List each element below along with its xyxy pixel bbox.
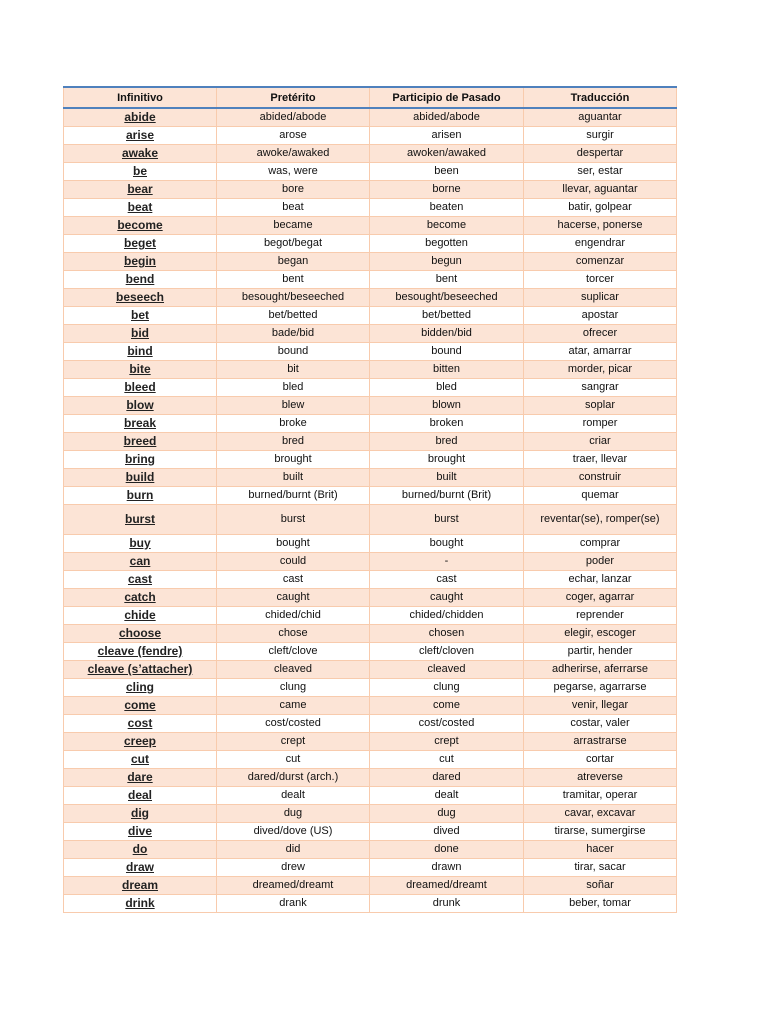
cell-participio: bent [370, 271, 524, 289]
cell-preterito: chose [217, 625, 370, 643]
cell-preterito: drank [217, 895, 370, 913]
cell-infinitivo [64, 589, 217, 607]
table-row [64, 325, 677, 343]
cell-traduccion: hacer [524, 841, 677, 859]
cell-traduccion: pegarse, agarrarse [524, 679, 677, 697]
cell-preterito: awoke/awaked [217, 145, 370, 163]
verb-link[interactable]: cleave (fendre) [97, 644, 183, 658]
cell-infinitivo [64, 397, 217, 415]
table-row [64, 589, 677, 607]
cell-participio: bought [370, 535, 524, 553]
cell-infinitivo [64, 379, 217, 397]
cell-infinitivo [64, 535, 217, 553]
verb-link[interactable]: bid [131, 326, 149, 340]
verb-link[interactable]: begin [124, 254, 156, 268]
cell-infinitivo [64, 199, 217, 217]
cell-infinitivo [64, 505, 217, 535]
cell-infinitivo [64, 895, 217, 913]
table-row [64, 433, 677, 451]
table-row [64, 823, 677, 841]
cell-preterito: besought/beseeched [217, 289, 370, 307]
cell-preterito: dealt [217, 787, 370, 805]
table-row [64, 181, 677, 199]
cell-traduccion: venir, llegar [524, 697, 677, 715]
verb-link[interactable]: abide [124, 110, 156, 124]
cell-infinitivo [64, 487, 217, 505]
cell-infinitivo [64, 163, 217, 181]
verb-link[interactable]: bet [131, 308, 149, 322]
table-row [64, 679, 677, 697]
cell-participio: dived [370, 823, 524, 841]
cell-participio: awoken/awaked [370, 145, 524, 163]
verb-link[interactable]: build [125, 470, 155, 484]
cell-participio: cast [370, 571, 524, 589]
cell-infinitivo [64, 451, 217, 469]
cell-preterito: did [217, 841, 370, 859]
cell-participio: cut [370, 751, 524, 769]
verb-link[interactable]: burst [125, 512, 155, 526]
verb-link[interactable]: can [129, 554, 151, 568]
header-infinitivo: Infinitivo [64, 87, 217, 108]
verb-link[interactable]: become [117, 218, 163, 232]
cell-participio: bound [370, 343, 524, 361]
table-row [64, 895, 677, 913]
table-row [64, 859, 677, 877]
verb-link[interactable]: arise [125, 128, 155, 142]
table-row [64, 343, 677, 361]
cell-traduccion: poder [524, 553, 677, 571]
cell-participio: brought [370, 451, 524, 469]
cell-preterito: built [217, 469, 370, 487]
verb-link[interactable]: dare [127, 770, 153, 784]
cell-preterito: bade/bid [217, 325, 370, 343]
cell-infinitivo [64, 325, 217, 343]
cell-infinitivo [64, 625, 217, 643]
cell-preterito: bred [217, 433, 370, 451]
cell-infinitivo [64, 253, 217, 271]
cell-participio: beaten [370, 199, 524, 217]
verb-link[interactable]: blow [126, 398, 154, 412]
cell-infinitivo [64, 235, 217, 253]
cell-preterito: drew [217, 859, 370, 877]
verb-link[interactable]: cleave (s’attacher) [87, 662, 193, 676]
table-row [64, 661, 677, 679]
cell-traduccion: traer, llevar [524, 451, 677, 469]
cell-preterito: chided/chid [217, 607, 370, 625]
cell-traduccion: torcer [524, 271, 677, 289]
cell-traduccion: comprar [524, 535, 677, 553]
verb-link[interactable]: do [132, 842, 148, 856]
cell-participio: cleft/cloven [370, 643, 524, 661]
table-row [64, 787, 677, 805]
table-row [64, 805, 677, 823]
cell-traduccion: tirar, sacar [524, 859, 677, 877]
cell-traduccion: reprender [524, 607, 677, 625]
cell-infinitivo [64, 643, 217, 661]
cell-infinitivo [64, 343, 217, 361]
cell-participio: broken [370, 415, 524, 433]
verb-link[interactable]: bend [125, 272, 155, 286]
cell-infinitivo [64, 127, 217, 145]
verb-link[interactable]: creep [123, 734, 157, 748]
table-row [64, 643, 677, 661]
cell-participio: dealt [370, 787, 524, 805]
cell-infinitivo [64, 697, 217, 715]
verb-link[interactable]: catch [124, 590, 156, 604]
cell-participio: caught [370, 589, 524, 607]
cell-preterito: blew [217, 397, 370, 415]
table-row [64, 733, 677, 751]
cell-infinitivo [64, 823, 217, 841]
verb-link[interactable]: be [132, 164, 147, 178]
verb-link[interactable]: bleed [124, 380, 156, 394]
verb-link[interactable]: dream [121, 878, 159, 892]
cell-participio: dared [370, 769, 524, 787]
verb-link[interactable]: bear [127, 182, 153, 196]
cell-preterito: bet/betted [217, 307, 370, 325]
cell-participio: been [370, 163, 524, 181]
cell-infinitivo [64, 841, 217, 859]
cell-preterito: bled [217, 379, 370, 397]
cell-preterito: bent [217, 271, 370, 289]
table-row [64, 271, 677, 289]
cell-infinitivo [64, 433, 217, 451]
cell-participio: besought/beseeched [370, 289, 524, 307]
cell-preterito: dug [217, 805, 370, 823]
verb-link[interactable]: cast [127, 572, 153, 586]
cell-preterito: cleaved [217, 661, 370, 679]
cell-preterito: burned/burnt (Brit) [217, 487, 370, 505]
verb-link[interactable]: awake [121, 146, 159, 160]
cell-preterito: begot/begat [217, 235, 370, 253]
cell-traduccion: despertar [524, 145, 677, 163]
cell-preterito: bit [217, 361, 370, 379]
cell-traduccion: suplicar [524, 289, 677, 307]
cell-participio: bled [370, 379, 524, 397]
verb-link[interactable]: breed [123, 434, 157, 448]
cell-traduccion: apostar [524, 307, 677, 325]
cell-traduccion: partir, hender [524, 643, 677, 661]
cell-traduccion: coger, agarrar [524, 589, 677, 607]
cell-participio: cost/costed [370, 715, 524, 733]
cell-preterito: became [217, 217, 370, 235]
cell-traduccion: soplar [524, 397, 677, 415]
verb-link[interactable]: cost [127, 716, 153, 730]
table-row [64, 397, 677, 415]
cell-infinitivo [64, 805, 217, 823]
table-row [64, 415, 677, 433]
cell-preterito: could [217, 553, 370, 571]
cell-preterito: dared/durst (arch.) [217, 769, 370, 787]
header-preterito: Pretérito [217, 87, 370, 108]
table-row [64, 697, 677, 715]
cell-traduccion: atar, amarrar [524, 343, 677, 361]
cell-preterito: cast [217, 571, 370, 589]
header-participio: Participio de Pasado [370, 87, 524, 108]
cell-infinitivo [64, 108, 217, 127]
cell-participio: dug [370, 805, 524, 823]
cell-traduccion: reventar(se), romper(se) [524, 505, 677, 535]
cell-traduccion: llevar, aguantar [524, 181, 677, 199]
table-row [64, 361, 677, 379]
header-traduccion: Traducción [524, 87, 677, 108]
cell-preterito: crept [217, 733, 370, 751]
verb-link[interactable]: cut [131, 752, 149, 766]
cell-infinitivo [64, 787, 217, 805]
table-row [64, 769, 677, 787]
table-row [64, 217, 677, 235]
table-row [64, 163, 677, 181]
cell-infinitivo [64, 307, 217, 325]
cell-traduccion: engendrar [524, 235, 677, 253]
cell-traduccion: echar, lanzar [524, 571, 677, 589]
cell-participio: arisen [370, 127, 524, 145]
cell-preterito: abided/abode [217, 108, 370, 127]
cell-preterito: bound [217, 343, 370, 361]
cell-preterito: cost/costed [217, 715, 370, 733]
table-row [64, 571, 677, 589]
cell-participio: burned/burnt (Brit) [370, 487, 524, 505]
cell-traduccion: batir, golpear [524, 199, 677, 217]
cell-preterito: arose [217, 127, 370, 145]
verb-link[interactable]: choose [118, 626, 161, 640]
cell-traduccion: surgir [524, 127, 677, 145]
table-row [64, 535, 677, 553]
verb-link[interactable]: draw [125, 860, 154, 874]
cell-participio: drawn [370, 859, 524, 877]
cell-traduccion: quemar [524, 487, 677, 505]
cell-traduccion: ofrecer [524, 325, 677, 343]
cell-preterito: bought [217, 535, 370, 553]
table-row [64, 553, 677, 571]
cell-participio: done [370, 841, 524, 859]
irregular-verbs-table [63, 86, 677, 913]
verb-link[interactable]: burn [126, 488, 154, 502]
table-row [64, 487, 677, 505]
cell-traduccion: sangrar [524, 379, 677, 397]
cell-participio: chosen [370, 625, 524, 643]
table-row [64, 469, 677, 487]
cell-infinitivo [64, 217, 217, 235]
verb-link[interactable]: come [124, 698, 156, 712]
verb-link[interactable]: bind [127, 344, 153, 358]
table-row [64, 307, 677, 325]
cell-preterito: cut [217, 751, 370, 769]
cell-traduccion: atreverse [524, 769, 677, 787]
table-row [64, 379, 677, 397]
cell-traduccion: aguantar [524, 108, 677, 127]
cell-traduccion: morder, picar [524, 361, 677, 379]
cell-infinitivo [64, 733, 217, 751]
cell-preterito: clung [217, 679, 370, 697]
cell-infinitivo [64, 877, 217, 895]
cell-traduccion: soñar [524, 877, 677, 895]
cell-traduccion: tramitar, operar [524, 787, 677, 805]
cell-participio: dreamed/dreamt [370, 877, 524, 895]
table-row [64, 751, 677, 769]
cell-participio: begotten [370, 235, 524, 253]
table-body [64, 108, 677, 913]
cell-participio: - [370, 553, 524, 571]
cell-traduccion: adherirse, aferrarse [524, 661, 677, 679]
cell-participio: clung [370, 679, 524, 697]
verb-link[interactable]: deal [127, 788, 152, 802]
cell-participio: chided/chidden [370, 607, 524, 625]
cell-traduccion: ser, estar [524, 163, 677, 181]
cell-participio: burst [370, 505, 524, 535]
cell-infinitivo [64, 751, 217, 769]
cell-participio: crept [370, 733, 524, 751]
cell-traduccion: arrastrarse [524, 733, 677, 751]
cell-infinitivo [64, 271, 217, 289]
cell-preterito: caught [217, 589, 370, 607]
cell-infinitivo [64, 679, 217, 697]
cell-preterito: broke [217, 415, 370, 433]
verb-link[interactable]: drink [125, 896, 155, 910]
cell-infinitivo [64, 361, 217, 379]
table-row [64, 625, 677, 643]
cell-infinitivo [64, 661, 217, 679]
cell-participio: bidden/bid [370, 325, 524, 343]
cell-participio: bitten [370, 361, 524, 379]
cell-participio: blown [370, 397, 524, 415]
cell-traduccion: cavar, excavar [524, 805, 677, 823]
cell-infinitivo [64, 607, 217, 625]
verb-link[interactable]: bring [125, 452, 155, 466]
cell-preterito: beat [217, 199, 370, 217]
table-row [64, 235, 677, 253]
cell-participio: begun [370, 253, 524, 271]
cell-preterito: brought [217, 451, 370, 469]
cell-infinitivo [64, 859, 217, 877]
cell-participio: cleaved [370, 661, 524, 679]
cell-traduccion: criar [524, 433, 677, 451]
cell-infinitivo [64, 469, 217, 487]
cell-preterito: was, were [217, 163, 370, 181]
table-row [64, 108, 677, 127]
cell-traduccion: costar, valer [524, 715, 677, 733]
cell-traduccion: cortar [524, 751, 677, 769]
verb-link[interactable]: bite [129, 362, 151, 376]
table-row [64, 289, 677, 307]
verb-link[interactable]: buy [129, 536, 151, 550]
cell-preterito: bore [217, 181, 370, 199]
verb-link[interactable]: beget [123, 236, 156, 250]
cell-participio: come [370, 697, 524, 715]
cell-participio: abided/abode [370, 108, 524, 127]
cell-participio: become [370, 217, 524, 235]
verb-link[interactable]: dig [131, 806, 149, 820]
table-row [64, 451, 677, 469]
cell-infinitivo [64, 715, 217, 733]
cell-traduccion: beber, tomar [524, 895, 677, 913]
verb-link[interactable]: cling [125, 680, 154, 694]
table-header [64, 87, 677, 108]
table-row [64, 607, 677, 625]
table-row [64, 145, 677, 163]
cell-infinitivo [64, 289, 217, 307]
verb-link[interactable]: dive [127, 824, 152, 838]
cell-participio: bred [370, 433, 524, 451]
verb-link[interactable]: chide [124, 608, 156, 622]
cell-preterito: dreamed/dreamt [217, 877, 370, 895]
cell-infinitivo [64, 769, 217, 787]
cell-infinitivo [64, 181, 217, 199]
cell-traduccion: hacerse, ponerse [524, 217, 677, 235]
cell-traduccion: comenzar [524, 253, 677, 271]
cell-participio: bet/betted [370, 307, 524, 325]
cell-infinitivo [64, 145, 217, 163]
cell-preterito: cleft/clove [217, 643, 370, 661]
cell-traduccion: tirarse, sumergirse [524, 823, 677, 841]
cell-preterito: came [217, 697, 370, 715]
cell-infinitivo [64, 415, 217, 433]
cell-traduccion: construir [524, 469, 677, 487]
cell-infinitivo [64, 571, 217, 589]
cell-participio: built [370, 469, 524, 487]
table-row [64, 877, 677, 895]
header-row [64, 87, 677, 108]
cell-traduccion: romper [524, 415, 677, 433]
cell-preterito: burst [217, 505, 370, 535]
cell-infinitivo [64, 553, 217, 571]
table-row [64, 841, 677, 859]
cell-preterito: began [217, 253, 370, 271]
verb-link[interactable]: break [123, 416, 157, 430]
verb-link[interactable]: beseech [115, 290, 165, 304]
table-row [64, 715, 677, 733]
table-row [64, 127, 677, 145]
table-row [64, 505, 677, 535]
verb-link[interactable]: beat [127, 200, 153, 214]
cell-participio: borne [370, 181, 524, 199]
table-row [64, 199, 677, 217]
cell-participio: drunk [370, 895, 524, 913]
table-row [64, 253, 677, 271]
cell-traduccion: elegir, escoger [524, 625, 677, 643]
cell-preterito: dived/dove (US) [217, 823, 370, 841]
